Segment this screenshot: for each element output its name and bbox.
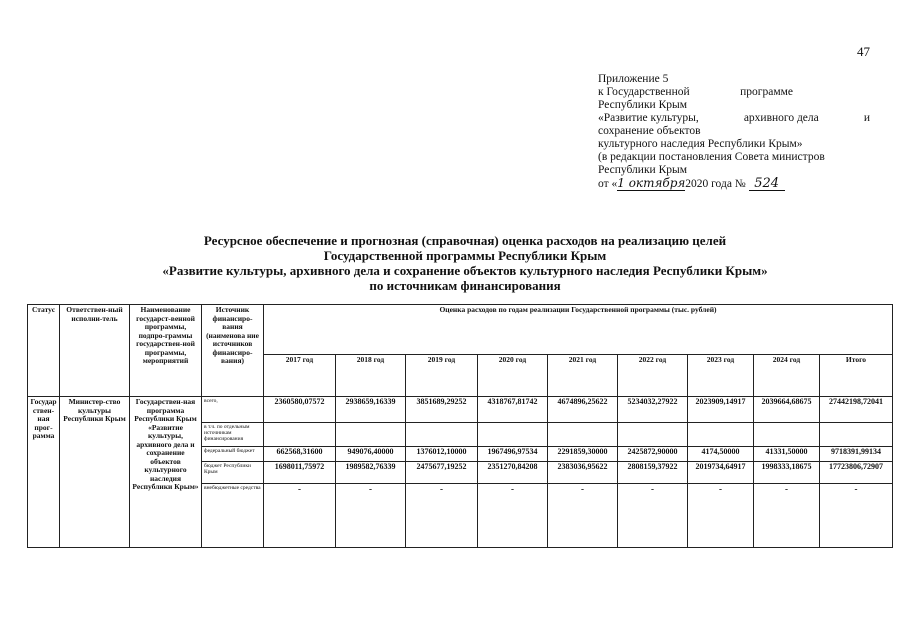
year-header: 2020 год — [478, 355, 548, 397]
value-cell — [264, 423, 336, 447]
header-source: Источник финансиро-вания (наименова ние источников финансиро-вания) — [202, 305, 264, 397]
page-number: 47 — [857, 44, 870, 59]
year-header-total: Итого — [820, 355, 893, 397]
appendix-text: программе — [740, 86, 793, 98]
source-cell: в т.ч. по отдельным источникам финансирования — [202, 423, 264, 447]
value-cell: 4674896,25622 — [548, 397, 618, 423]
value-cell: 662568,31600 — [264, 447, 336, 462]
value-cell: 27442198,72041 — [820, 397, 893, 423]
value-cell: 2039664,68675 — [754, 397, 820, 423]
header-estimate: Оценка расходов по годам реализации Государственной программы (тыс. рублей) — [264, 305, 893, 355]
value-cell: 9718391,99134 — [820, 447, 893, 462]
executor-cell: Министер-ство культуры Республики Крым — [60, 397, 130, 548]
value-cell: 41331,50000 — [754, 447, 820, 462]
appendix-line: Республики Крым — [598, 164, 687, 176]
value-cell: 2938659,16339 — [336, 397, 406, 423]
year-header: 2024 год — [754, 355, 820, 397]
header-name: Наименование государст-венной программы, подпро-граммы государствен-ной программы, мероприятий — [130, 305, 202, 397]
date-prefix: от « — [598, 178, 618, 190]
value-cell: 3851689,29252 — [406, 397, 478, 423]
value-cell: 1967496,97534 — [478, 447, 548, 462]
header-status: Статус — [28, 305, 60, 397]
resource-table — [27, 304, 893, 548]
value-cell — [336, 423, 406, 447]
source-cell: всего, — [202, 397, 264, 423]
value-cell — [548, 423, 618, 447]
value-cell: - — [688, 484, 754, 548]
appendix-line: Республики Крым — [598, 99, 687, 111]
appendix-text: к Государственной — [598, 86, 690, 98]
value-cell — [754, 423, 820, 447]
year-header: 2019 год — [406, 355, 478, 397]
source-cell: внебюджетные средства — [202, 484, 264, 548]
appendix-line — [598, 112, 870, 125]
value-cell: - — [820, 484, 893, 548]
appendix-block — [598, 73, 870, 191]
document-title — [100, 233, 830, 293]
value-cell: 2019734,64917 — [688, 462, 754, 484]
title-line: по источникам финансирования — [369, 278, 561, 293]
value-cell: 17723806,72907 — [820, 462, 893, 484]
appendix-line: (в редакции постановления Совета министров — [598, 151, 825, 163]
appendix-text: архивного дела — [743, 112, 819, 124]
value-cell — [618, 423, 688, 447]
appendix-line: сохранение объектов — [598, 125, 701, 137]
appendix-line: Приложение 5 — [598, 73, 669, 85]
value-cell: - — [618, 484, 688, 548]
year-header: 2021 год — [548, 355, 618, 397]
status-cell: Государ ствен-ная прог-рамма — [28, 397, 60, 548]
value-cell: 2291859,30000 — [548, 447, 618, 462]
source-cell: бюджет Республики Крым — [202, 462, 264, 484]
value-cell: 2360580,07572 — [264, 397, 336, 423]
appendix-text: «Развитие культуры, — [598, 112, 699, 124]
value-cell: 5234032,27922 — [618, 397, 688, 423]
header-row — [28, 305, 893, 355]
appendix-date-line — [598, 177, 870, 191]
value-cell — [478, 423, 548, 447]
year-header: 2017 год — [264, 355, 336, 397]
value-cell: 2425872,90000 — [618, 447, 688, 462]
value-cell: 1698011,75972 — [264, 462, 336, 484]
value-cell: - — [478, 484, 548, 548]
value-cell: 949076,40000 — [336, 447, 406, 462]
title-line: Ресурсное обеспечение и прогнозная (справочная) оценка расходов на реализацию целей — [203, 233, 727, 248]
value-cell: 4174,50000 — [688, 447, 754, 462]
value-cell: 2808159,37922 — [618, 462, 688, 484]
value-cell: 4318767,81742 — [478, 397, 548, 423]
source-cell: федеральный бюджет — [202, 447, 264, 462]
handwritten-number: 524 — [749, 177, 785, 191]
value-cell — [820, 423, 893, 447]
year-header: 2022 год — [618, 355, 688, 397]
value-cell: 2475677,19252 — [406, 462, 478, 484]
title-line: «Развитие культуры, архивного дела и сохранение объектов культурного наследия Республики Крым» — [162, 263, 768, 278]
value-cell: 2023909,14917 — [688, 397, 754, 423]
date-year: 2020 года № — [685, 178, 746, 190]
appendix-line: культурного наследия Республики Крым» — [598, 138, 803, 150]
value-cell: 1376012,10000 — [406, 447, 478, 462]
name-cell: Государствен-ная программа Республики Крым «Развитие культуры, архивного дела и сохранение объектов культурного наследия Республики Крым» — [130, 397, 202, 548]
table-row — [28, 397, 893, 423]
appendix-text: и — [863, 112, 870, 124]
value-cell: - — [264, 484, 336, 548]
handwritten-date: 1 октября — [617, 176, 686, 190]
value-cell: 2383036,95622 — [548, 462, 618, 484]
value-cell: - — [406, 484, 478, 548]
value-cell: 1989582,76339 — [336, 462, 406, 484]
value-cell — [406, 423, 478, 447]
value-cell: - — [754, 484, 820, 548]
title-line: Государственной программы Республики Крым — [323, 248, 607, 263]
value-cell: 2351270,84208 — [478, 462, 548, 484]
appendix-line — [598, 86, 793, 99]
year-header: 2018 год — [336, 355, 406, 397]
value-cell — [688, 423, 754, 447]
value-cell: - — [336, 484, 406, 548]
year-header: 2023 год — [688, 355, 754, 397]
value-cell: - — [548, 484, 618, 548]
header-executor: Ответствен-ный исполни-тель — [60, 305, 130, 397]
value-cell: 1998333,18675 — [754, 462, 820, 484]
